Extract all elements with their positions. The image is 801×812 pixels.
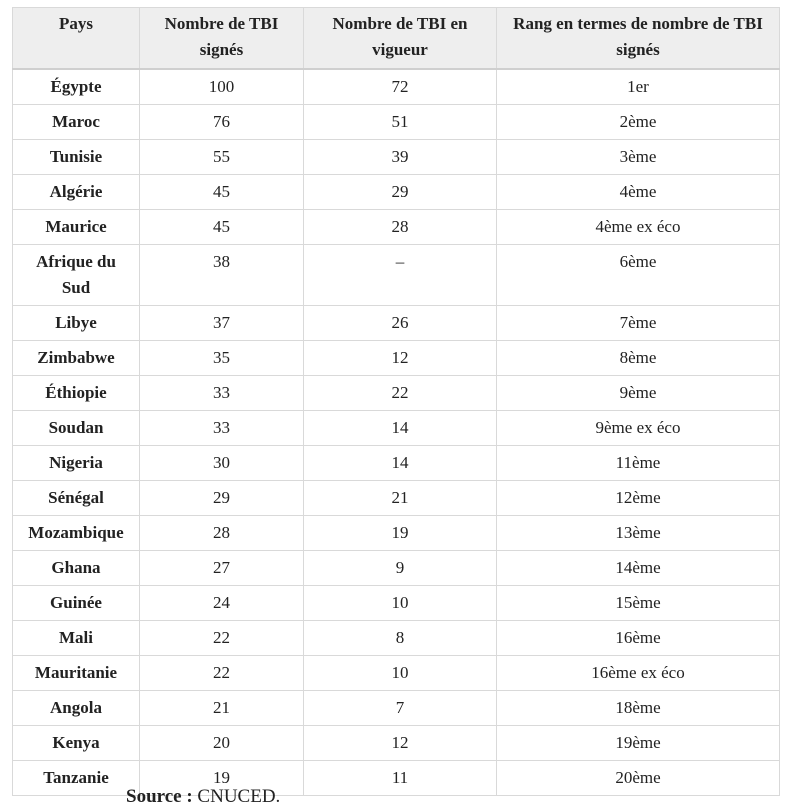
- tbi-en-vigueur-cell: 7: [304, 690, 497, 725]
- country-cell: Ghana: [13, 550, 140, 585]
- table-header: [13, 8, 780, 69]
- rang-cell: 9ème: [497, 375, 780, 410]
- country-cell: Égypte: [13, 69, 140, 105]
- source-note: [126, 786, 280, 808]
- tbi-signes-cell: 33: [140, 375, 304, 410]
- table-row: [13, 139, 780, 174]
- tbi-en-vigueur-cell: 19: [304, 515, 497, 550]
- country-cell: Maurice: [13, 209, 140, 244]
- tbi-signes-cell: 33: [140, 410, 304, 445]
- rang-cell: 12ème: [497, 480, 780, 515]
- country-cell: Angola: [13, 690, 140, 725]
- table-row: [13, 445, 780, 480]
- tbi-signes-cell: 45: [140, 174, 304, 209]
- country-cell: Guinée: [13, 585, 140, 620]
- country-cell: Afrique du Sud: [13, 244, 140, 305]
- rang-cell: 9ème ex éco: [497, 410, 780, 445]
- tbi-signes-cell: 20: [140, 725, 304, 760]
- country-cell: Mozambique: [13, 515, 140, 550]
- tbi-signes-cell: 21: [140, 690, 304, 725]
- rang-cell: 2ème: [497, 104, 780, 139]
- country-cell: Algérie: [13, 174, 140, 209]
- rang-cell: 13ème: [497, 515, 780, 550]
- tbi-en-vigueur-cell: 10: [304, 655, 497, 690]
- header-tbi-en-vigueur: Nombre de TBI en vigueur: [304, 8, 497, 69]
- table-row: [13, 244, 780, 305]
- rang-cell: 8ème: [497, 340, 780, 375]
- table-row: [13, 550, 780, 585]
- rang-cell: 6ème: [497, 244, 780, 305]
- table-row: [13, 174, 780, 209]
- tbi-en-vigueur-cell: 51: [304, 104, 497, 139]
- country-cell: Nigeria: [13, 445, 140, 480]
- table-row: [13, 305, 780, 340]
- tbi-en-vigueur-cell: 72: [304, 69, 497, 105]
- tbi-en-vigueur-cell: 8: [304, 620, 497, 655]
- tbi-signes-cell: 22: [140, 620, 304, 655]
- header-row: [13, 8, 780, 69]
- table-row: [13, 655, 780, 690]
- header-pays: Pays: [13, 8, 140, 69]
- tbi-en-vigueur-cell: 14: [304, 445, 497, 480]
- table-row: [13, 69, 780, 105]
- country-cell: Kenya: [13, 725, 140, 760]
- source-text: CNUCED.: [197, 786, 281, 807]
- rang-cell: 15ème: [497, 585, 780, 620]
- tbi-signes-cell: 27: [140, 550, 304, 585]
- tbi-en-vigueur-cell: 28: [304, 209, 497, 244]
- country-cell: Zimbabwe: [13, 340, 140, 375]
- country-cell: Mauritanie: [13, 655, 140, 690]
- table-row: [13, 480, 780, 515]
- tbi-signes-cell: 22: [140, 655, 304, 690]
- rang-cell: 4ème: [497, 174, 780, 209]
- tbi-signes-cell: 19: [140, 760, 304, 795]
- table-row: [13, 725, 780, 760]
- tbi-en-vigueur-cell: 39: [304, 139, 497, 174]
- rang-cell: 19ème: [497, 725, 780, 760]
- tbi-en-vigueur-cell: 14: [304, 410, 497, 445]
- tbi-signes-cell: 30: [140, 445, 304, 480]
- tbi-en-vigueur-cell: 10: [304, 585, 497, 620]
- tbi-signes-cell: 28: [140, 515, 304, 550]
- country-cell: Éthiopie: [13, 375, 140, 410]
- country-cell: Mali: [13, 620, 140, 655]
- country-cell: Tanzanie: [13, 760, 140, 795]
- rang-cell: 14ème: [497, 550, 780, 585]
- table-row: [13, 585, 780, 620]
- rang-cell: 7ème: [497, 305, 780, 340]
- rang-cell: 3ème: [497, 139, 780, 174]
- rang-cell: 18ème: [497, 690, 780, 725]
- tbi-en-vigueur-cell: 12: [304, 725, 497, 760]
- tbi-signes-cell: 45: [140, 209, 304, 244]
- country-cell: Tunisie: [13, 139, 140, 174]
- table-row: [13, 209, 780, 244]
- rang-cell: 4ème ex éco: [497, 209, 780, 244]
- table-row: [13, 620, 780, 655]
- tbi-signes-cell: 37: [140, 305, 304, 340]
- table-row: [13, 515, 780, 550]
- table-body: [13, 69, 780, 796]
- tbi-en-vigueur-cell: 9: [304, 550, 497, 585]
- tbi-en-vigueur-cell: –: [304, 244, 497, 305]
- rang-cell: 20ème: [497, 760, 780, 795]
- tbi-signes-cell: 55: [140, 139, 304, 174]
- country-cell: Maroc: [13, 104, 140, 139]
- tbi-signes-cell: 29: [140, 480, 304, 515]
- country-cell: Sénégal: [13, 480, 140, 515]
- tbi-en-vigueur-cell: 21: [304, 480, 497, 515]
- tbi-en-vigueur-cell: 26: [304, 305, 497, 340]
- tbi-en-vigueur-cell: 11: [304, 760, 497, 795]
- country-cell: Libye: [13, 305, 140, 340]
- table-row: [13, 410, 780, 445]
- table-row: [13, 104, 780, 139]
- tbi-en-vigueur-cell: 22: [304, 375, 497, 410]
- tbi-signes-cell: 24: [140, 585, 304, 620]
- tbi-signes-cell: 35: [140, 340, 304, 375]
- tbi-signes-cell: 100: [140, 69, 304, 105]
- table-row: [13, 690, 780, 725]
- country-cell: Soudan: [13, 410, 140, 445]
- table-row: [13, 340, 780, 375]
- tbi-table: [12, 7, 780, 796]
- tbi-en-vigueur-cell: 12: [304, 340, 497, 375]
- header-rang: Rang en termes de nombre de TBI signés: [497, 8, 780, 69]
- tbi-signes-cell: 76: [140, 104, 304, 139]
- rang-cell: 16ème ex éco: [497, 655, 780, 690]
- tbi-en-vigueur-cell: 29: [304, 174, 497, 209]
- rang-cell: 11ème: [497, 445, 780, 480]
- tbi-signes-cell: 38: [140, 244, 304, 305]
- source-label: Source :: [126, 786, 193, 807]
- rang-cell: 1er: [497, 69, 780, 105]
- header-tbi-signes: Nombre de TBI signés: [140, 8, 304, 69]
- rang-cell: 16ème: [497, 620, 780, 655]
- table-row: [13, 375, 780, 410]
